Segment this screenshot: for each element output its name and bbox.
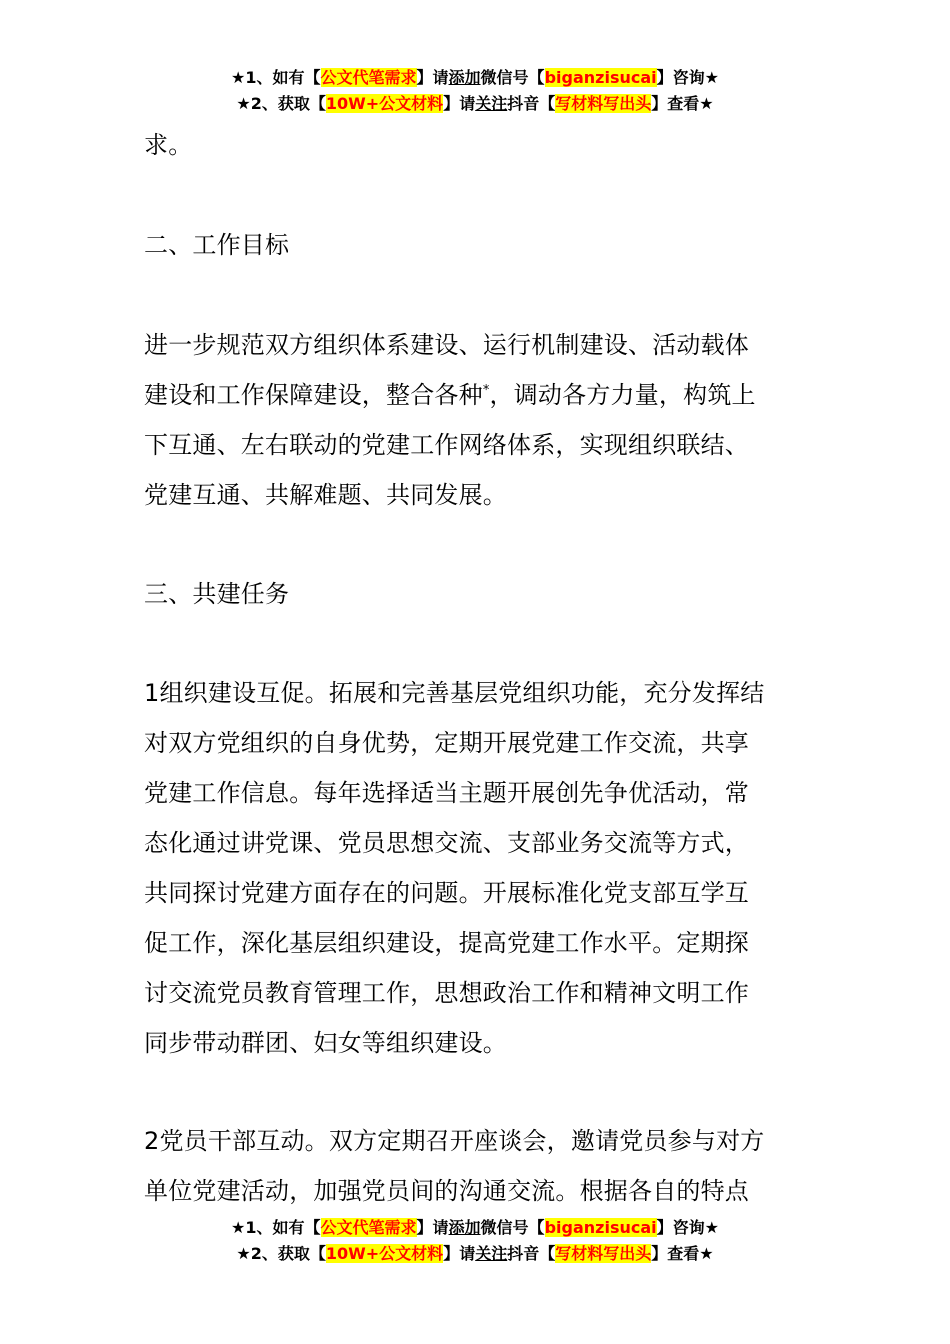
goals-paragraph [144, 320, 812, 520]
banner-text: ★2、获取【 [236, 1244, 326, 1263]
text-line: 对双方党组织的自身优势，定期开展党建工作交流，共享 [144, 729, 749, 757]
text-line: 单位党建活动，加强党员间的沟通交流。根据各自的特点 [144, 1177, 749, 1205]
banner-text: 微信号【 [480, 68, 545, 87]
banner-emphasis: 关注 [475, 1244, 508, 1263]
banner-text: 微信号【 [480, 1218, 545, 1237]
banner-text: 】请 [416, 68, 449, 87]
text-line: 同步带动群团、妇女等组织建设。 [144, 1029, 507, 1057]
section-heading: 三、共建任务 [144, 580, 290, 608]
text-span: 建设和工作保障建设，整合各种 [144, 381, 483, 409]
banner-highlight: 10W+公文材料 [325, 94, 444, 113]
asterisk-mark: * [482, 383, 490, 398]
banner-line-2 [0, 1241, 950, 1267]
text-line: 1组织建设互促。拓展和完善基层党组织功能，充分发挥结 [144, 679, 765, 707]
task-2-paragraph [144, 1116, 812, 1216]
banner-text: 】查看★ [651, 94, 714, 113]
text-line: 进一步规范双方组织体系建设、运行机制建设、活动载体 [144, 331, 749, 359]
text-line: 讨交流党员教育管理工作，思想政治工作和精神文明工作 [144, 979, 749, 1007]
banner-text: 】咨询★ [656, 1218, 719, 1237]
banner-text: 】咨询★ [656, 68, 719, 87]
text-line: 党建互通、共解难题、共同发展。 [144, 481, 507, 509]
banner-emphasis: 关注 [475, 94, 508, 113]
text-line [144, 370, 812, 420]
banner-highlight: biganzisucai [544, 1218, 657, 1237]
text-line: 下互通、左右联动的党建工作网络体系，实现组织联结、 [144, 431, 749, 459]
text-line: 2党员干部互动。双方定期召开座谈会，邀请党员参与对方 [144, 1127, 765, 1155]
banner-highlight: 写材料写出头 [555, 94, 652, 113]
banner-highlight: 写材料写出头 [555, 1244, 652, 1263]
section-heading: 二、工作目标 [144, 231, 290, 259]
banner-emphasis: 添加 [448, 1218, 481, 1237]
footer-banner [0, 1215, 950, 1267]
banner-line-1 [0, 65, 950, 91]
section-heading-goals [144, 220, 812, 270]
banner-text: 抖音【 [507, 1244, 556, 1263]
text-line: 促工作，深化基层组织建设，提高党建工作水平。定期探 [144, 929, 749, 957]
banner-highlight: 公文代笔需求 [320, 1218, 417, 1237]
banner-text: 】请 [443, 1244, 476, 1263]
banner-highlight: biganzisucai [544, 68, 657, 87]
banner-text: 】请 [416, 1218, 449, 1237]
banner-text: 】请 [443, 94, 476, 113]
section-heading-tasks [144, 569, 812, 619]
banner-text: 】查看★ [651, 1244, 714, 1263]
banner-highlight: 10W+公文材料 [325, 1244, 444, 1263]
task-1-paragraph [144, 668, 812, 1068]
banner-line-1 [0, 1215, 950, 1241]
banner-text: ★2、获取【 [236, 94, 326, 113]
text-line: 态化通过讲党课、党员思想交流、支部业务交流等方式， [144, 829, 749, 857]
text-line: 共同探讨党建方面存在的问题。开展标准化党支部互学互 [144, 879, 749, 907]
text-span: ，调动各方力量，构筑上 [489, 381, 756, 409]
banner-text: ★1、如有【 [231, 68, 321, 87]
text-line: 党建工作信息。每年选择适当主题开展创先争优活动，常 [144, 779, 749, 807]
paragraph-end: 求。 [144, 131, 193, 159]
banner-highlight: 公文代笔需求 [320, 68, 417, 87]
banner-text: 抖音【 [507, 94, 556, 113]
banner-text: ★1、如有【 [231, 1218, 321, 1237]
document-body [144, 120, 812, 170]
header-banner [0, 65, 950, 117]
banner-emphasis: 添加 [448, 68, 481, 87]
banner-line-2 [0, 91, 950, 117]
